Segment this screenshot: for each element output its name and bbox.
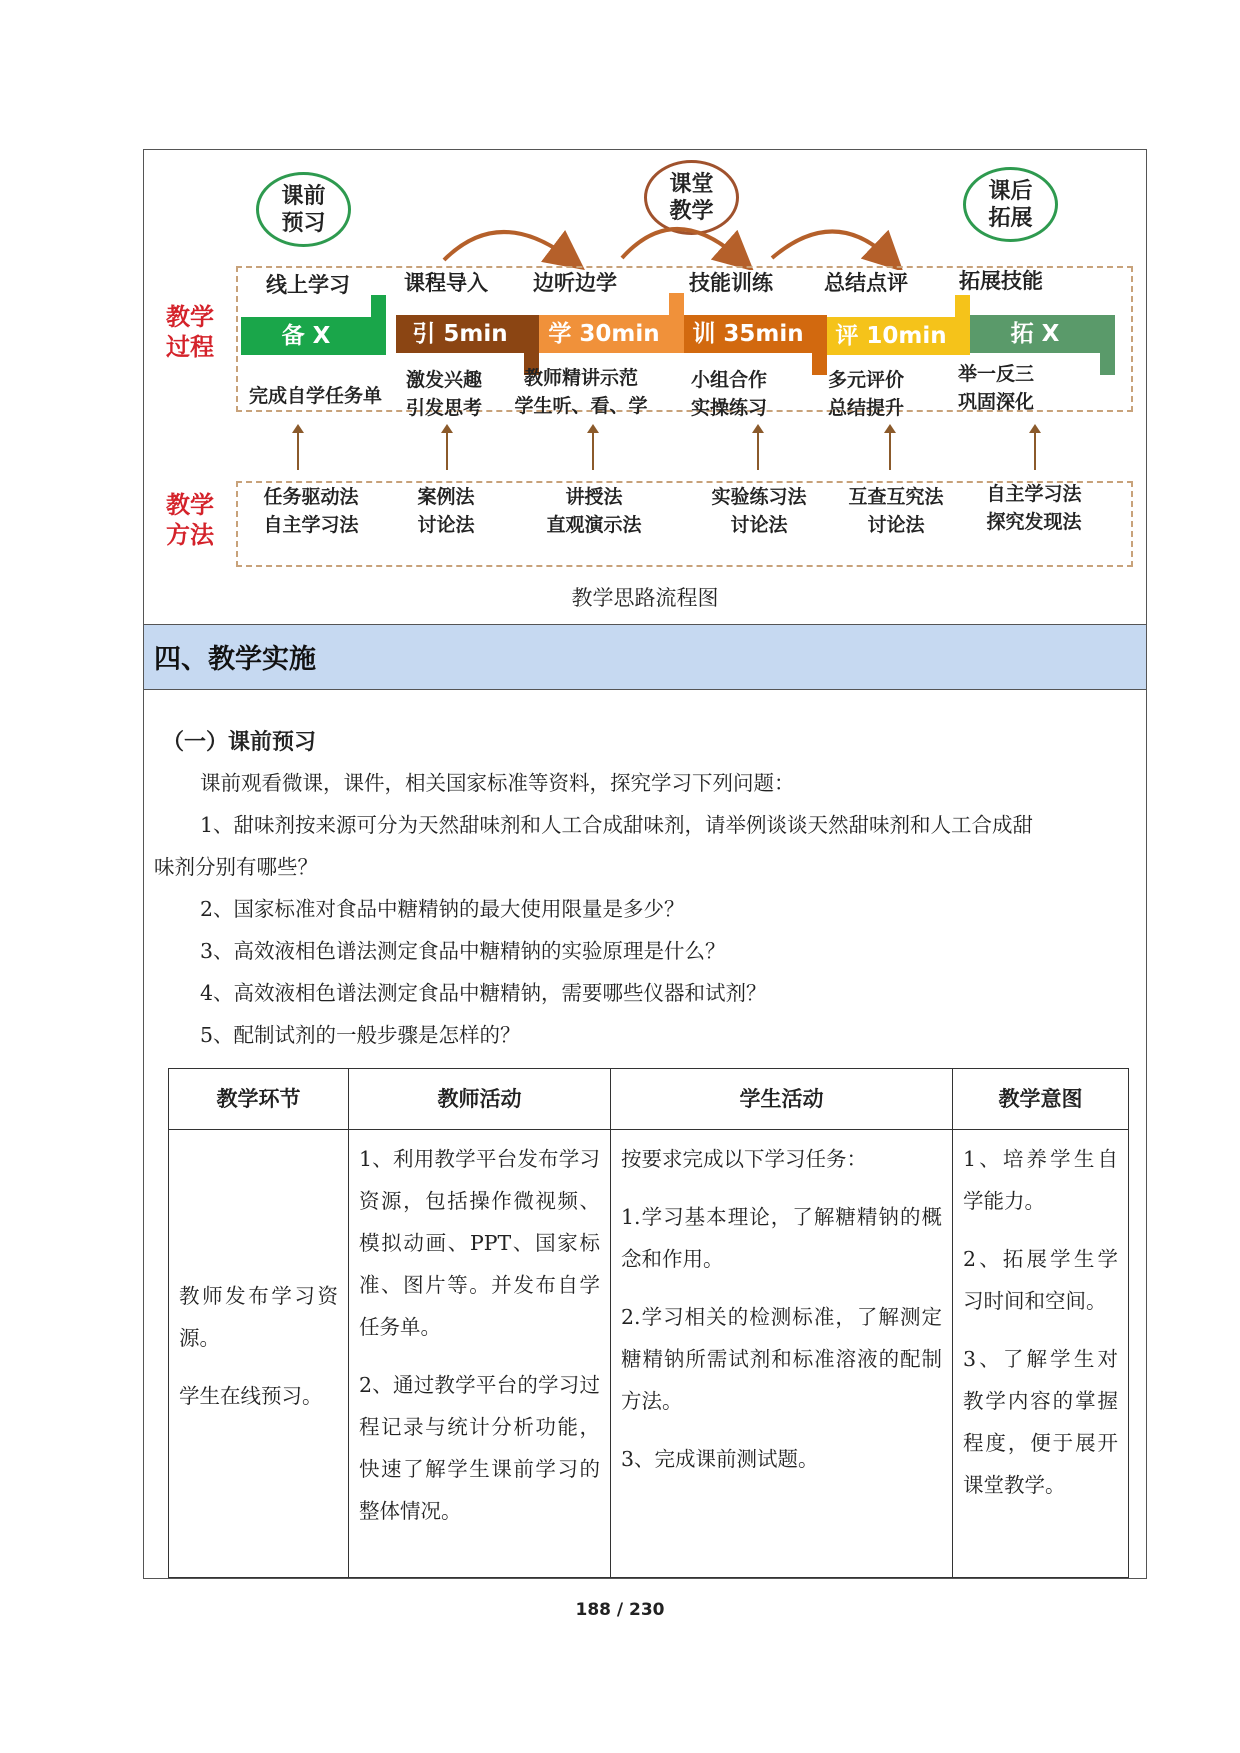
table-header-stage: 教学环节 (169, 1069, 349, 1130)
step-method-3: 讲授法 直观演示法 (546, 486, 642, 536)
step-bar-6: 拓 X (970, 315, 1100, 353)
step-desc-1: 完成自学任务单 (248, 385, 382, 407)
table-header-student: 学生活动 (611, 1069, 953, 1130)
label-teaching-method: 教学 方法 (166, 491, 214, 549)
step-desc-5: 多元评价 总结提升 (827, 369, 904, 419)
step-bar-5: 评 10min (827, 317, 955, 355)
arrow-up-4 (757, 432, 759, 470)
step-bar-3: 学 30min (539, 315, 669, 353)
table-header-row (169, 1069, 1129, 1130)
curve-arrow-2 (622, 229, 739, 258)
cell-text: 3、完成课前测试题。 (621, 1447, 819, 1471)
step-tab-1 (371, 295, 386, 355)
step-title-5: 总结点评 (824, 271, 908, 295)
question-3: 3、高效液相色谱法测定食品中糖精钠的实验原理是什么？ (200, 939, 726, 963)
step-desc-6: 举一反三 巩固深化 (957, 363, 1034, 413)
step-title-1: 线上学习 (266, 273, 350, 297)
cell-text: 2、拓展学生学习时间和空间。 (963, 1247, 1118, 1313)
section-header (144, 624, 1146, 690)
step-desc-2: 激发兴趣 引发思考 (405, 369, 482, 419)
bubble-after-class-text: 课后 拓展 (988, 178, 1033, 231)
step-desc-4: 小组合作 实操练习 (690, 369, 767, 419)
arrow-up-2 (446, 432, 448, 470)
arrow-up-1 (297, 432, 299, 470)
cell-text: 2.学习相关的检测标准，了解测定糖精钠所需试剂和标准溶液的配制方法。 (621, 1305, 942, 1413)
cell-text: 1、培养学生自学能力。 (963, 1147, 1118, 1213)
step-tab-5 (955, 295, 970, 355)
question-2: 2、国家标准对食品中糖精钠的最大使用限量是多少？ (200, 897, 685, 921)
page-number: 188 / 230 (575, 1600, 665, 1620)
step-title-6: 拓展技能 (959, 269, 1043, 293)
label-teaching-process: 教学 过程 (166, 303, 214, 361)
intro-paragraph: 课前观看微课，课件，相关国家标准等资料，探究学习下列问题： (200, 771, 795, 795)
step-bar-1: 备 X (241, 317, 371, 355)
step-desc-3: 教师精讲示范 学生听、看、学 (514, 367, 648, 417)
subsection-title: （一）课前预习 (162, 730, 317, 755)
curve-arrow-1 (444, 232, 569, 260)
step-bar-2: 引 5min (396, 315, 524, 353)
step-title-4: 技能训练 (689, 271, 773, 295)
cell-stage (169, 1130, 349, 1578)
step-method-6: 自主学习法 探究发现法 (986, 483, 1082, 533)
step-title-3: 边听边学 (533, 271, 617, 295)
cell-text: 3、了解学生对教学内容的掌握程度，便于展开课堂教学。 (963, 1347, 1118, 1497)
cell-student (611, 1130, 953, 1578)
cell-text: 教师发布学习资源。 (179, 1283, 338, 1350)
cell-text: 2、通过教学平台的学习过程记录与统计分析功能，快速了解学生课前学习的整体情况。 (359, 1373, 600, 1523)
step-tab-3 (669, 293, 684, 353)
bubble-classroom-text: 课堂 教学 (669, 171, 714, 224)
question-1-cont: 味剂分别有哪些？ (154, 855, 318, 879)
bubble-preview-text: 课前 预习 (281, 183, 326, 236)
table-header-teacher: 教师活动 (349, 1069, 611, 1130)
step-method-4: 实验练习法 讨论法 (711, 486, 807, 536)
table-header-intent: 教学意图 (953, 1069, 1129, 1130)
question-4: 4、高效液相色谱法测定食品中糖精钠，需要哪些仪器和试剂？ (200, 981, 767, 1005)
arrow-up-6 (1034, 432, 1036, 470)
flow-caption: 教学思路流程图 (571, 586, 719, 610)
step-bar-4: 训 35min (684, 315, 812, 353)
cell-text: 学生在线预习。 (179, 1383, 323, 1408)
step-title-2: 课程导入 (404, 271, 488, 295)
question-5: 5、配制试剂的一般步骤是怎样的？ (200, 1023, 521, 1047)
curve-arrows (144, 150, 1148, 270)
table-row (169, 1130, 1129, 1578)
arrow-up-3 (592, 432, 594, 470)
question-1: 1、甜味剂按来源可分为天然甜味剂和人工合成甜味剂，请举例谈谈天然甜味剂和人工合成甜 (200, 813, 1034, 837)
section-title: 四、教学实施 (154, 644, 316, 675)
cell-text: 1、利用教学平台发布学习资源，包括操作微视频、模拟动画、PPT、国家标准、图片等。并发布自学任务单。 (359, 1147, 600, 1339)
preview-activity-table (168, 1068, 1129, 1578)
arrow-up-5 (889, 432, 891, 470)
cell-text: 按要求完成以下学习任务： (621, 1147, 867, 1171)
cell-intent (953, 1130, 1129, 1578)
teaching-flow-diagram (144, 150, 1146, 624)
step-method-1: 任务驱动法 自主学习法 (263, 486, 359, 536)
cell-teacher (349, 1130, 611, 1578)
cell-text: 1.学习基本理论，了解糖精钠的概念和作用。 (621, 1205, 942, 1271)
curve-arrow-3 (772, 232, 889, 259)
step-method-5: 互查互究法 讨论法 (848, 486, 944, 536)
step-method-2: 案例法 讨论法 (417, 486, 475, 536)
page-frame (143, 149, 1147, 1579)
step-tab-6 (1100, 315, 1115, 375)
